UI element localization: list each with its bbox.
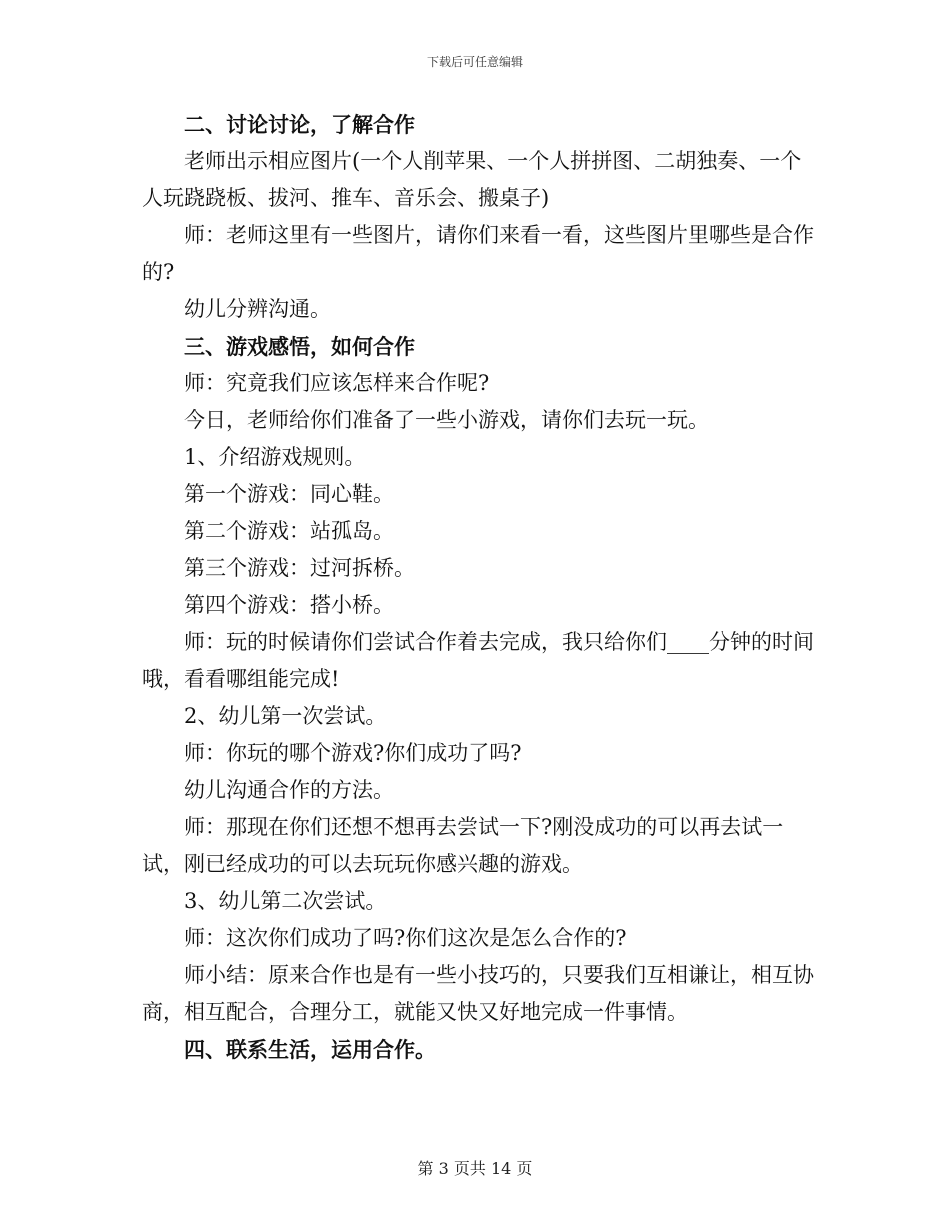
paragraph: 师：这次你们成功了吗?你们这次是怎么合作的? bbox=[184, 926, 627, 950]
paragraph: 2、幼儿第一次尝试。 bbox=[184, 704, 387, 728]
paragraph: 1、介绍游戏规则。 bbox=[184, 445, 366, 469]
paragraph: 老师出示相应图片(一个人削苹果、一个人拼拼图、二胡独奏、一个人玩跷跷板、拔河、推车、音乐会、搬桌子) bbox=[142, 149, 802, 210]
page-header: 下载后可任意编辑 bbox=[426, 55, 523, 69]
paragraph: 师：究竟我们应该怎样来合作呢? bbox=[184, 371, 490, 395]
paragraph: 幼儿分辨沟通。 bbox=[184, 297, 331, 321]
paragraph: 第三个游戏：过河拆桥。 bbox=[184, 556, 415, 580]
paragraph: 师：老师这里有一些图片，请你们来看一看，这些图片里哪些是合作的? bbox=[142, 223, 814, 284]
page-number: 第 3 页共 14 页 bbox=[417, 1159, 533, 1178]
paragraph: 今日，老师给你们准备了一些小游戏，请你们去玩一玩。 bbox=[184, 408, 709, 432]
paragraph: 第四个游戏：搭小桥。 bbox=[184, 593, 394, 617]
paragraph: 幼儿沟通合作的方法。 bbox=[184, 778, 394, 802]
paragraph: 师：你玩的哪个游戏?你们成功了吗? bbox=[184, 741, 522, 765]
paragraph: 师小结：原来合作也是有一些小技巧的，只要我们互相谦让，相互协商，相互配合，合理分工，就能又快又好地完成一件事情。 bbox=[142, 963, 814, 1024]
section-heading: 二、讨论讨论，了解合作 bbox=[184, 112, 415, 137]
paragraph: 3、幼儿第二次尝试。 bbox=[184, 889, 387, 913]
document-body bbox=[142, 106, 814, 1068]
paragraph: 师：那现在你们还想不想再去尝试一下?刚没成功的可以再去试一试，刚已经成功的可以去玩玩你感兴趣的游戏。 bbox=[142, 815, 784, 876]
paragraph: 师：玩的时候请你们尝试合作着去完成，我只给你们____分钟的时间哦，看看哪组能完成! bbox=[142, 630, 814, 691]
paragraph: 第二个游戏：站孤岛。 bbox=[184, 519, 394, 543]
section-heading: 四、联系生活，运用合作。 bbox=[184, 1037, 436, 1062]
section-heading: 三、游戏感悟，如何合作 bbox=[184, 334, 415, 359]
paragraph: 第一个游戏：同心鞋。 bbox=[184, 482, 394, 506]
